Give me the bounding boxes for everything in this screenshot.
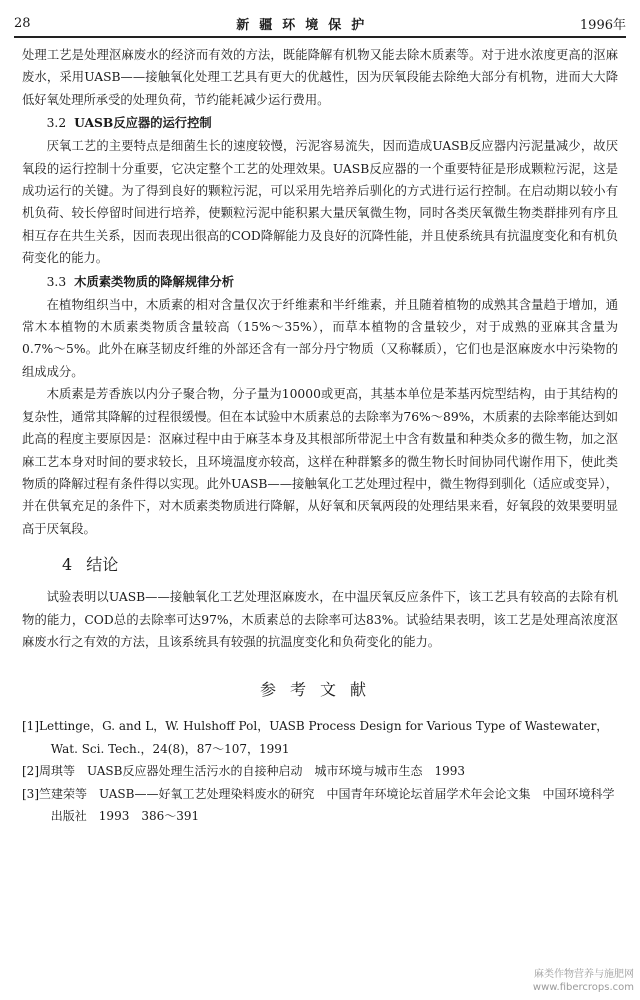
watermark-line-2: www.fibercrops.com <box>532 982 634 993</box>
section-title: UASB反应器的运行控制 <box>74 115 212 131</box>
reference-item: [3]竺建荣等 UASB——好氧工艺处理染料废水的研究 中国青年环境论坛首届学术年会论文集 中国环境科学出版社 1993 386～391 <box>22 786 615 823</box>
section-3-3-heading <box>22 270 618 294</box>
section-number: 3.3 <box>46 274 67 289</box>
section-3-2-heading <box>22 111 618 135</box>
section-3-3-paragraph-2: 木质素是芳香族以内分子聚合物，分子量为10000或更高，其基本单位是苯基丙烷型结构，由于其结构的复杂性，通常其降解的过程很缓慢。但在本试验中木质素总的去除率为76%～89%，木质素的去除率能达到如此高的程度主要原因是：沤麻过程中由于麻茎本身及其根部所带泥土中含有数量和种类众多的微生物，加之沤麻工艺本身对时间的要求较长，且环境温度亦较高，这样在种群繁多的微生物长时间协同代谢作用下，使此类物质的降解过程有条件得以实现。此外UASB——接触氧化工艺处理过程中，微生物得到驯化（适应或变异），并在供氧充足的条件下，对木质素类物质进行降解，从好氧和厌氧两段的处理结果来看，好氧段的效果要明显高于厌氧段。 <box>22 387 618 536</box>
section-4-heading <box>22 552 618 578</box>
page-number: 28 <box>14 15 31 31</box>
section-3-3-paragraph-1: 在植物组织当中，木质素的相对含量仅次于纤维素和半纤维素，并且随着植物的成熟其含量趋于增加，通常木本植物的木质素类物质含量较高（15%～35%），而草本植物的含量较少，对于成熟的亚麻其含量为0.7%～5%。此外在麻茎韧皮纤维的外部还含有一部分丹宁物质（又称鞣质），它们也是沤麻废水中污染物的组成成分。 <box>22 297 618 379</box>
watermark-line-1: 麻类作物营养与施肥网 <box>534 969 634 980</box>
publication-year: 1996年 <box>579 17 626 33</box>
header-rule <box>14 36 626 38</box>
section-3-2-paragraph: 厌氧工艺的主要特点是细菌生长的速度较慢，污泥容易流失，因而造成UASB反应器内污泥量减少，故厌氧段的运行控制十分重要，它决定整个工艺的处理效果。UASB反应器的一个重要特征是形成颗粒污泥，这是成功运行的关键。为了得到良好的颗粒污泥，可以采用先培养后驯化的方式进行运行控制。在启动期以较小有机负荷、较长停留时间进行培养，使颗粒污泥中能积累大量厌氧微生物，同时各类厌氧微生物类群排列有序且相互存在共生关系，因而表现出很高的COD降解能力及良好的沉降性能，并且使系统具有抗温度变化和有机负荷变化的能力。 <box>22 139 618 266</box>
conclusion-paragraph: 试验表明以UASB——接触氧化工艺处理沤麻废水，在中温厌氧反应条件下，该工艺具有较高的去除有机物的能力，COD总的去除率可达97%，木质素总的去除率可达83%。试验结果表明，该工艺是处理高浓度沤麻废水行之有效的方法，且该系统具有较强的抗温度变化和负荷变化的能力。 <box>22 590 618 649</box>
site-watermark <box>533 968 634 994</box>
section-number: 4 <box>62 555 73 575</box>
section-title: 木质素类物质的降解规律分析 <box>74 273 235 289</box>
section-number: 3.2 <box>46 116 67 131</box>
page-header <box>14 12 626 34</box>
intro-paragraph: 处理工艺是处理沤麻废水的经济而有效的方法，既能降解有机物又能去除木质素等。对于进水浓度更高的沤麻废水，采用UASB——接触氧化处理工艺具有更大的优越性，因为厌氧段能去除绝大部分有机物，进而大大降低好氧处理所承受的处理负荷，节约能耗减少运行费用。 <box>22 48 618 107</box>
reference-item: [1]Lettinge，G. and L，W. Hulshoff Pol，UASB Process Design for Various Type of Wastewater，Wat. Sci. Tech.，24(8)，87～107，1991 <box>22 719 609 756</box>
section-title: 结论 <box>86 555 119 575</box>
reference-item: [2]周琪等 UASB反应器处理生活污水的自接种启动 城市环境与城市生态 1993 <box>22 764 465 779</box>
journal-title: 新疆环境保护 <box>236 17 375 33</box>
references-title: 参考文献 <box>259 680 380 700</box>
article-body <box>22 44 618 827</box>
